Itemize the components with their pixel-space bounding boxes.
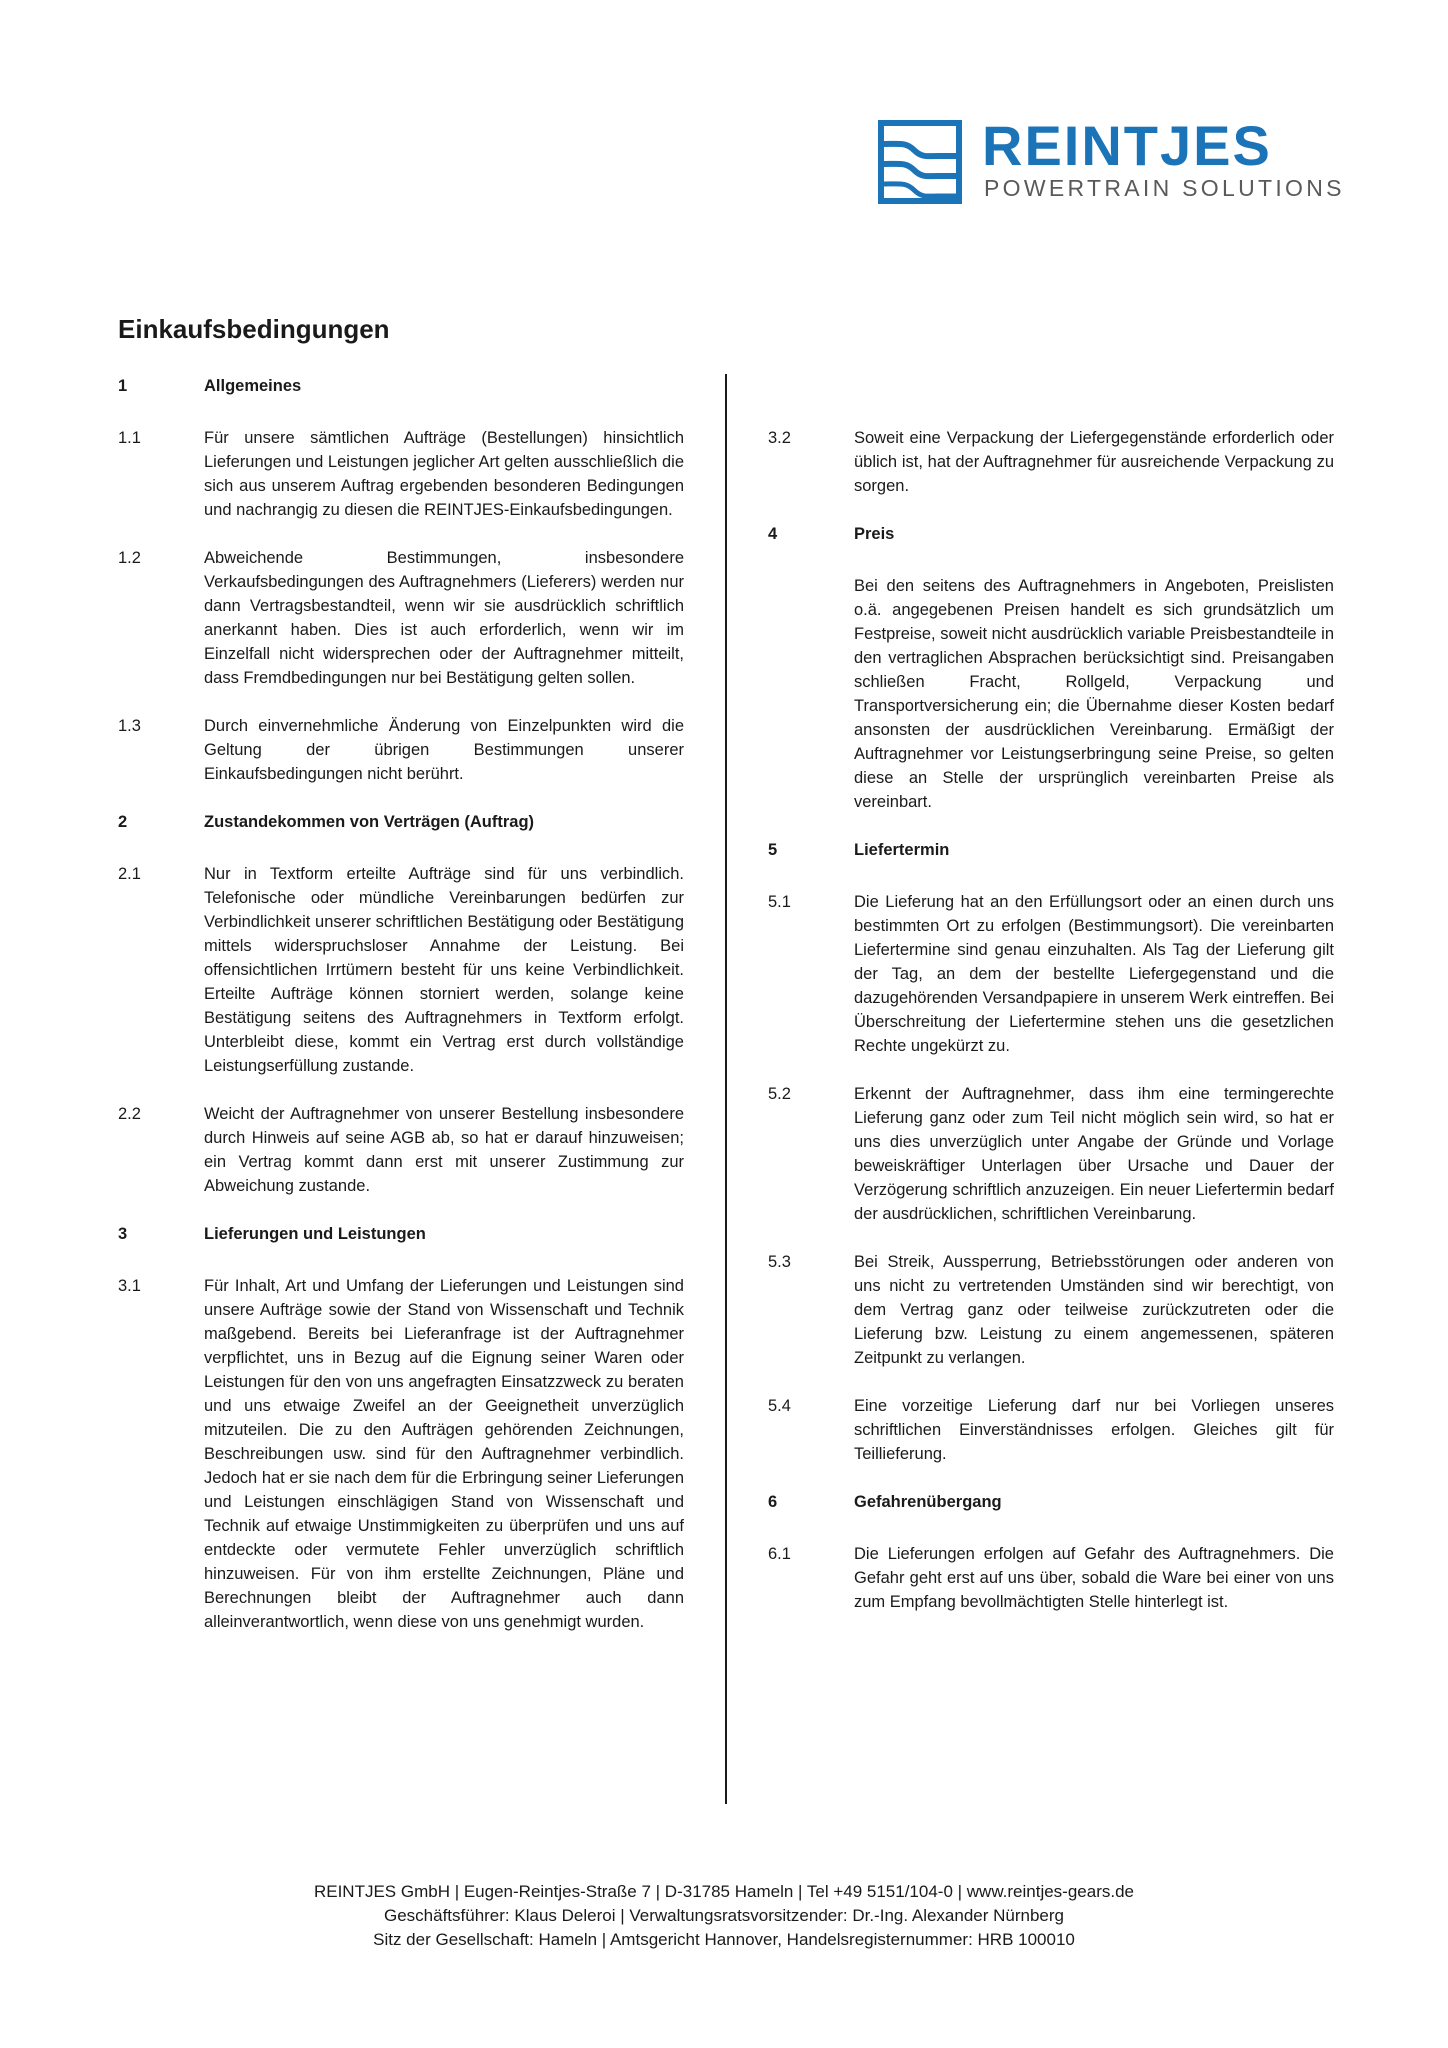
footer-registry-line: Sitz der Gesellschaft: Hameln | Amtsgericht Hannover, Handelsregisternummer: HRB 100010 bbox=[373, 1930, 1075, 1949]
section-title: Gefahrenübergang bbox=[854, 1493, 1002, 1511]
clause-number: 6.1 bbox=[768, 1545, 791, 1563]
clause bbox=[768, 1542, 1334, 1614]
page-footer bbox=[0, 1880, 1448, 1952]
clause bbox=[118, 714, 684, 786]
clause-number: 5.4 bbox=[768, 1397, 791, 1415]
clause bbox=[768, 1082, 1334, 1226]
document-title: Einkaufsbedingungen bbox=[118, 314, 390, 344]
section-heading bbox=[768, 838, 1334, 862]
clause-number: 5.1 bbox=[768, 893, 791, 911]
clause bbox=[768, 426, 1334, 498]
clause-text: Erkennt der Auftragnehmer, dass ihm eine termingerechte Lieferung ganz oder zum Teil nicht möglich sein wird, so hat er uns dies unverzüglich unter Angabe der Gründe und Vorlage beweiskräftiger Unterlagen über Ursache und Dauer der Verzögerung schriftlich anzuzeigen. Ein neuer Liefertermin bedarf der ausdrücklichen, schriftlichen Vereinbarung. bbox=[854, 1085, 1334, 1223]
clause bbox=[768, 1250, 1334, 1370]
clause-text: Abweichende Bestimmungen, insbesondere Verkaufsbedingungen des Auftragnehmers (Lieferers) werden nur dann Vertragsbestandteil, wenn wir sie ausdrücklich schriftlich anerkannt haben. Dies ist auch erforderlich, wenn wir im Einzelfall nicht widersprechen oder der Auftragnehmer mitteilt, dass Fremdbedingungen nur bei Bestätigung gelten sollen. bbox=[204, 549, 684, 687]
clause-number: 1.2 bbox=[118, 549, 141, 567]
clause bbox=[768, 1394, 1334, 1466]
section-number: 3 bbox=[118, 1225, 128, 1243]
clause-number: 3.1 bbox=[118, 1277, 141, 1295]
company-logo bbox=[878, 114, 1345, 206]
section-heading bbox=[118, 374, 684, 398]
section-number: 5 bbox=[768, 841, 778, 859]
clause-text: Für unsere sämtlichen Aufträge (Bestellungen) hinsichtlich Lieferungen und Leistungen jeglicher Art gelten ausschließlich die sich aus unserem Auftrag ergebenden besonderen Bedingungen und nachrangig zu diesen die REINTJES-Einkaufsbedingungen. bbox=[204, 429, 684, 519]
clause bbox=[118, 546, 684, 690]
reintjes-logo-icon bbox=[878, 120, 962, 204]
section-title: Liefertermin bbox=[854, 841, 950, 859]
clause-text: Eine vorzeitige Lieferung darf nur bei Vorliegen unseres schriftlichen Einverständnisses erfolgen. Gleiches gilt für Teillieferung. bbox=[854, 1397, 1334, 1463]
section-title: Allgemeines bbox=[204, 377, 302, 395]
clause-text: Die Lieferung hat an den Erfüllungsort oder an einen durch uns bestimmten Ort zu erfolgen (Bestimmungsort). Die vereinbarten Liefertermine sind genau einzuhalten. Als Tag der Lieferung gilt der Tag, an dem der bestellte Liefergegenstand und die dazugehörenden Versandpapiere in unserem Werk eintreffen. Bei Überschreitung der Liefertermine stehen uns die gesetzlichen Rechte ungekürzt zu. bbox=[854, 893, 1334, 1055]
clause-number: 5.3 bbox=[768, 1253, 791, 1271]
clause-text: Für Inhalt, Art und Umfang der Lieferungen und Leistungen sind unsere Aufträge sowie der Stand von Wissenschaft und Technik maßgebend. Bereits bei Lieferanfrage ist der Auftragnehmer verpflichtet, uns in Bezug auf die Eignung seiner Waren oder Leistungen für den von uns angefragten Einsatzzweck zu beraten und uns etwaige Zweifel an der Geeignetheit unverzüglich mitzuteilen. Die zu den Aufträgen gehörenden Zeichnungen, Beschreibungen usw. sind für den Auftragnehmer verbindlich. Jedoch hat er sie nach dem für die Erbringung seiner Lieferungen und Leistungen einschlägigen Stand von Wissenschaft und Technik auf etwaige Unstimmigkeiten zu überprüfen und uns auf entdeckte oder vermutete Fehler unverzüglich schriftlich hinzuweisen. Für von ihm erstellte Zeichnungen, Pläne und Berechnungen bleibt der Auftragnehmer auch dann alleinverantwortlich, wenn diese von uns genehmigt wurden. bbox=[204, 1277, 684, 1631]
clause bbox=[118, 1102, 684, 1198]
clause-number: 2.1 bbox=[118, 865, 141, 883]
section-number: 6 bbox=[768, 1493, 778, 1511]
clause-text: Durch einvernehmliche Änderung von Einzelpunkten wird die Geltung der übrigen Bestimmungen unserer Einkaufsbedingungen nicht berührt. bbox=[204, 717, 684, 783]
column-divider bbox=[725, 374, 727, 1804]
section-heading bbox=[768, 522, 1334, 546]
clause-number: 2.2 bbox=[118, 1105, 141, 1123]
section-heading bbox=[118, 1222, 684, 1246]
section-heading bbox=[768, 1490, 1334, 1514]
clause-text: Die Lieferungen erfolgen auf Gefahr des Auftragnehmers. Die Gefahr geht erst auf uns über, sobald die Ware bei einer von uns zum Empfang bevollmächtigten Stelle hinterlegt ist. bbox=[854, 1545, 1334, 1611]
footer-management-line: Geschäftsführer: Klaus Deleroi | Verwaltungsratsvorsitzender: Dr.-Ing. Alexander Nürnberg bbox=[383, 1906, 1065, 1925]
clause-number: 1.1 bbox=[118, 429, 141, 447]
clause bbox=[768, 890, 1334, 1058]
section-number: 2 bbox=[118, 813, 128, 831]
section-title: Lieferungen und Leistungen bbox=[204, 1225, 426, 1243]
clause-number: 5.2 bbox=[768, 1085, 791, 1103]
clause-number: 3.2 bbox=[768, 429, 791, 447]
clause-text: Weicht der Auftragnehmer von unserer Bestellung insbesondere durch Hinweis auf seine AGB ab, so hat er darauf hinzuweisen; ein Vertrag kommt dann erst mit unserer Zustimmung zur Abweichung zustande. bbox=[204, 1105, 684, 1195]
clause-text: Nur in Textform erteilte Aufträge sind für uns verbindlich. Telefonische oder mündliche Vereinbarungen bedürfen zur Verbindlichkeit unserer schriftlichen Bestätigung oder Bestätigung mittels widerspruchsloser Annahme der Leistung. Bei offensichtlichen Irrtümern besteht für uns keine Verbindlichkeit. Erteilte Aufträge können storniert werden, solange keine Bestätigung seitens des Auftragnehmers in Textform erfolgt. Unterbleibt diese, kommt ein Vertrag erst durch vollständige Leistungserfüllung zustande. bbox=[204, 865, 684, 1075]
section-title: Zustandekommen von Verträgen (Auftrag) bbox=[204, 813, 535, 831]
clause-number: 1.3 bbox=[118, 717, 141, 735]
section-heading bbox=[118, 810, 684, 834]
clause-text: Soweit eine Verpackung der Liefergegenstände erforderlich oder üblich ist, hat der Auftragnehmer für ausreichende Verpackung zu sorgen. bbox=[854, 429, 1334, 495]
clause bbox=[118, 1274, 684, 1634]
section-number: 4 bbox=[768, 525, 778, 543]
section-title: Preis bbox=[854, 525, 895, 543]
footer-address-line: REINTJES GmbH | Eugen-Reintjes-Straße 7 | D-31785 Hameln | Tel +49 5151/104-0 | www.reintjes-gears.de bbox=[313, 1882, 1135, 1901]
clause-text: Bei Streik, Aussperrung, Betriebsstörungen oder anderen von uns nicht zu vertretenden Umständen sind wir berechtigt, von dem Vertrag ganz oder teilweise zurückzutreten oder die Lieferung bzw. Leistung zu einem angemessenen, späteren Zeitpunkt zu verlangen. bbox=[854, 1253, 1334, 1367]
clause bbox=[118, 426, 684, 522]
clause bbox=[768, 574, 1334, 814]
clause-text: Bei den seitens des Auftragnehmers in Angeboten, Preislisten o.ä. angegebenen Preisen handelt es sich grundsätzlich um Festpreise, soweit nicht ausdrücklich variable Preisbestandteile in den vertraglichen Absprachen berücksichtigt sind. Preisangaben schließen Fracht, Rollgeld, Verpackung und Transportversicherung ein; die Übernahme dieser Kosten bedarf ansonsten der ausdrücklichen Vereinbarung. Ermäßigt der Auftragnehmer vor Leistungserbringung seine Preise, so gelten diese an Stelle der ursprünglich vereinbarten Preise als vereinbart. bbox=[854, 577, 1334, 811]
clause bbox=[118, 862, 684, 1078]
right-column bbox=[768, 426, 1334, 1638]
logo-brand-text: REINTJES bbox=[982, 114, 1272, 177]
section-number: 1 bbox=[118, 377, 128, 395]
left-column bbox=[118, 374, 684, 1658]
logo-tagline: POWERTRAIN SOLUTIONS bbox=[984, 175, 1345, 201]
